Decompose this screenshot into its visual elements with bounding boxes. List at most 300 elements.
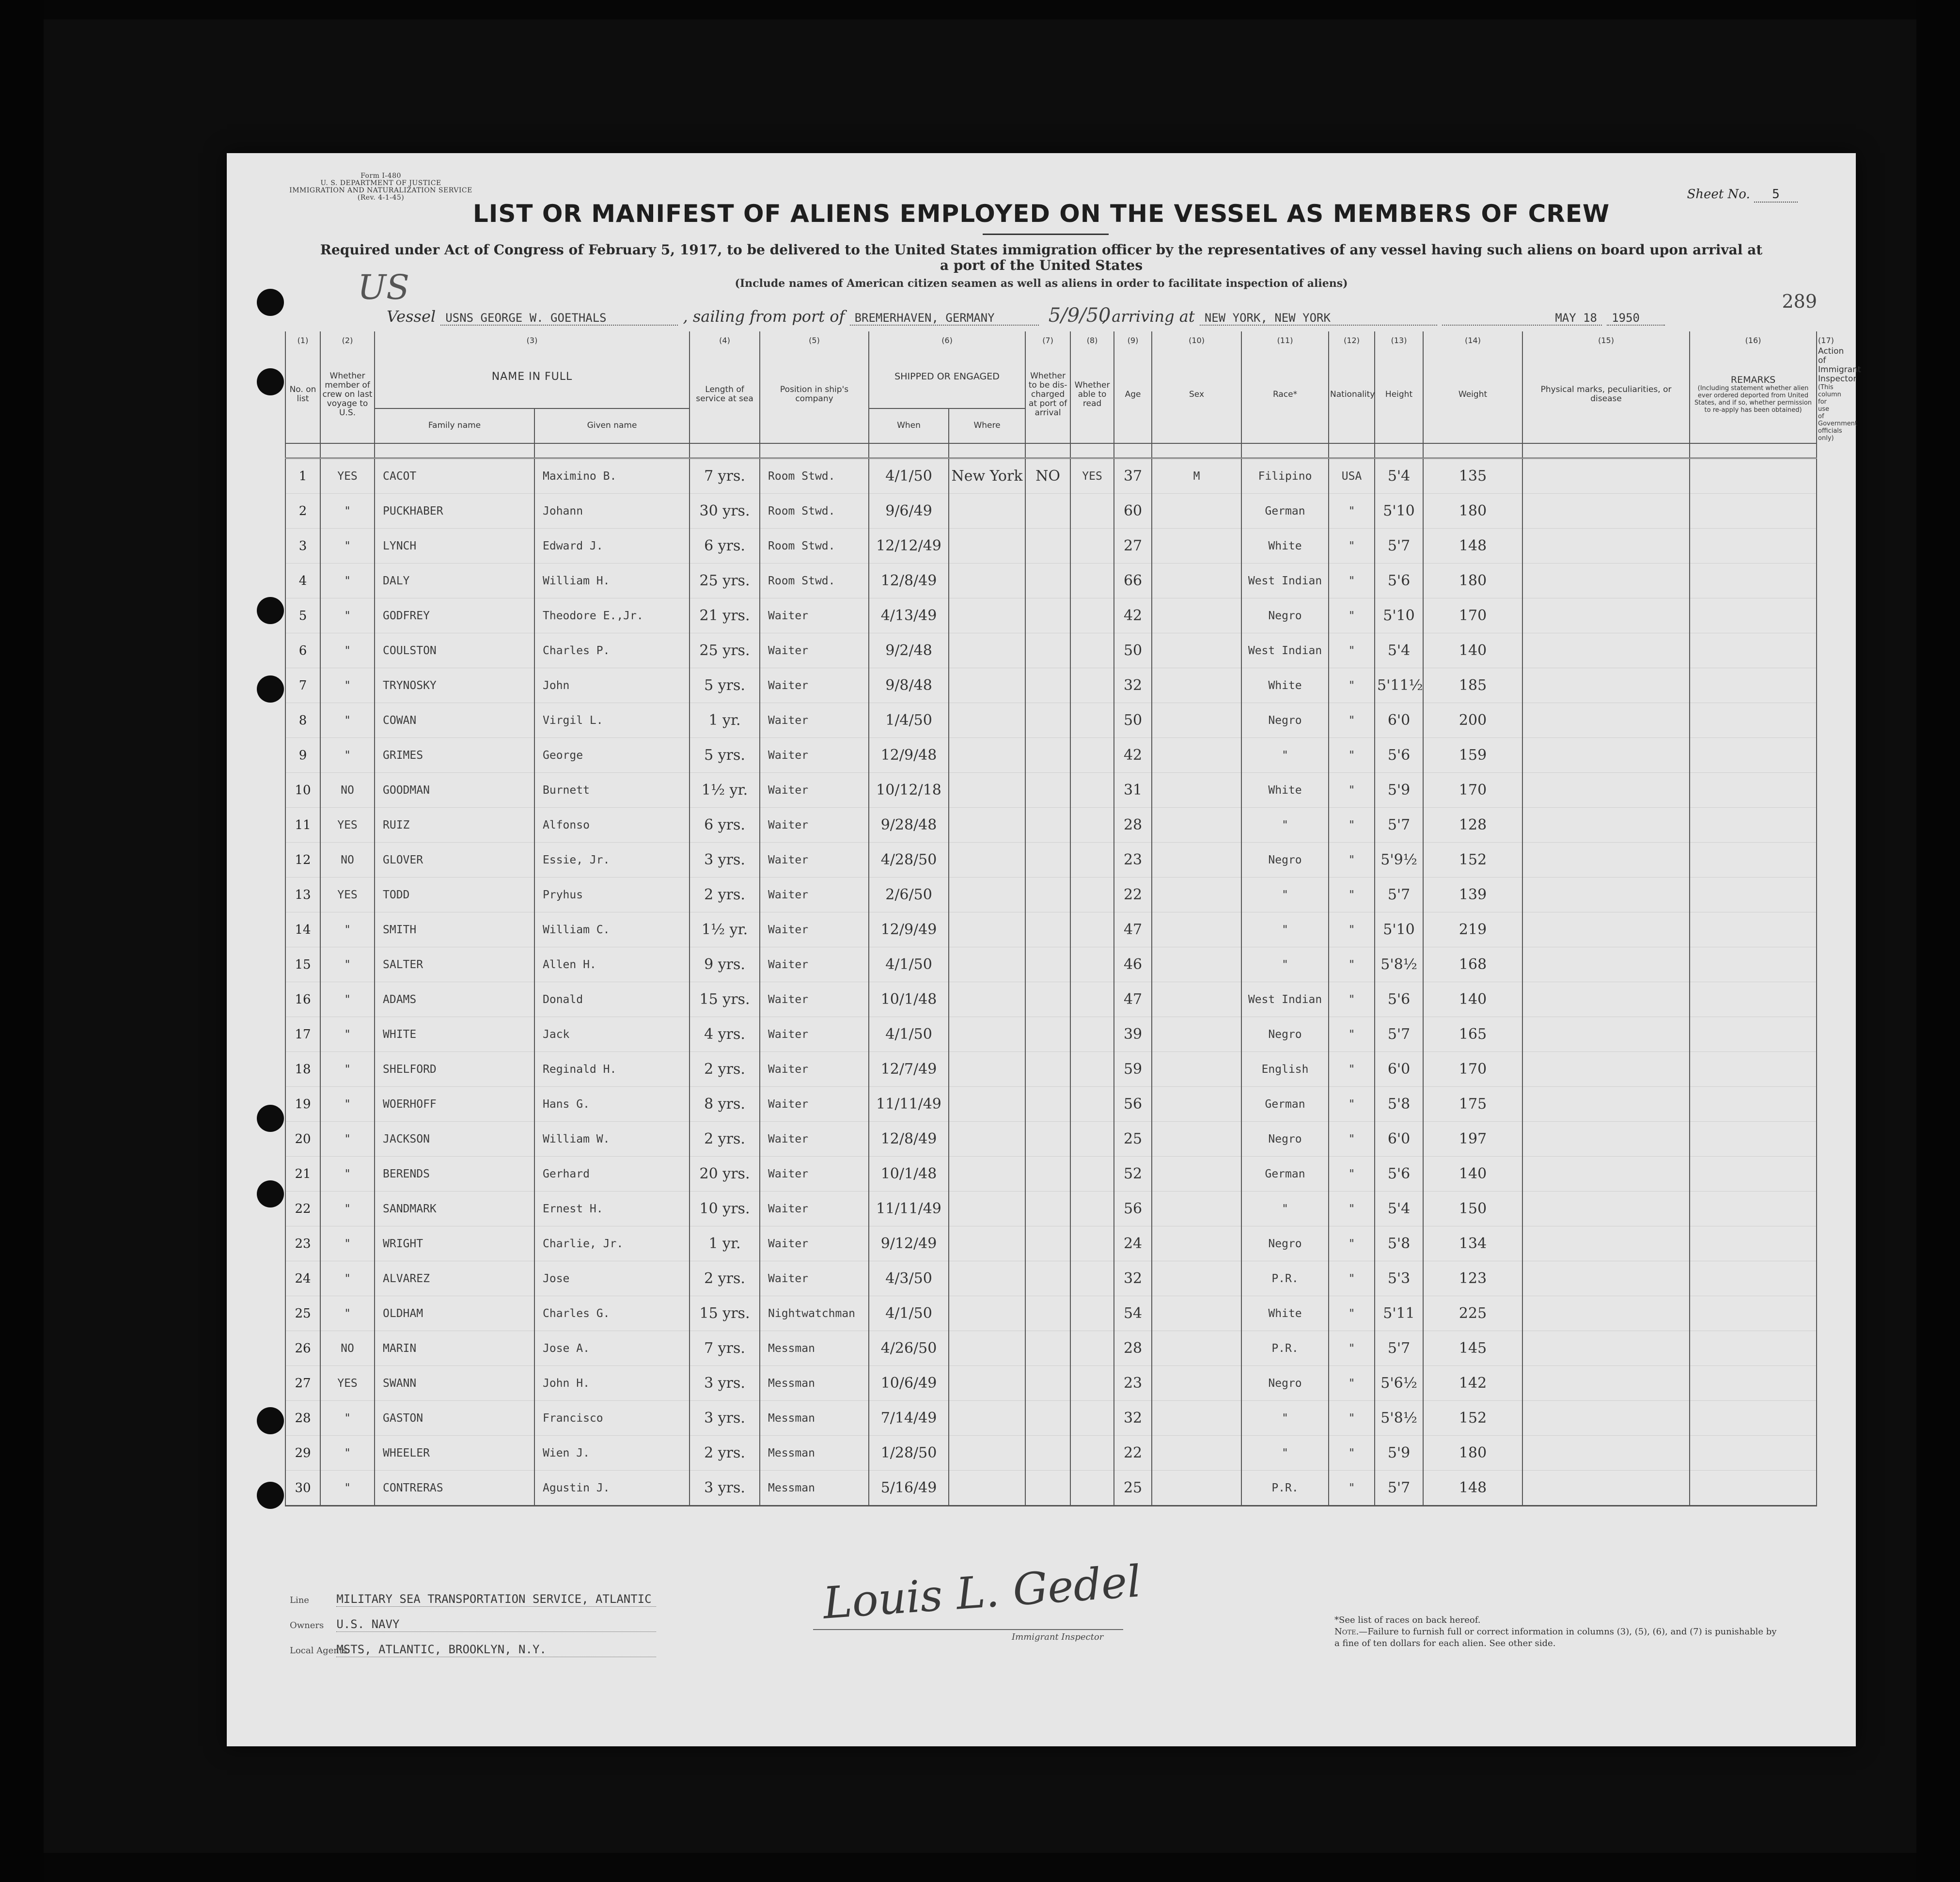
cell-position: Room Stwd. <box>760 529 869 564</box>
cell-sex <box>1152 947 1241 982</box>
cell-given-name: Johann <box>534 494 690 529</box>
cell-age: 59 <box>1114 1052 1152 1087</box>
cell-length-of-service: 1½ yr. <box>690 773 760 808</box>
cell-where <box>949 982 1025 1017</box>
cell-where <box>949 1017 1025 1052</box>
owners-value: U.S. NAVY <box>336 1617 656 1632</box>
cell-no: 10 <box>285 773 320 808</box>
cell-given-name: Maximino B. <box>534 458 690 494</box>
line-label: Line <box>290 1595 309 1605</box>
signature-line <box>813 1629 1123 1630</box>
cell-weight: 200 <box>1423 703 1522 738</box>
cell-sex: M <box>1152 458 1241 494</box>
cell-nationality: " <box>1329 1122 1375 1157</box>
cell-member: " <box>320 1157 375 1192</box>
cell-member: NO <box>320 1331 375 1366</box>
header-shipped-or-engaged: SHIPPED OR ENGAGED <box>869 346 1025 408</box>
cell-height: 5'4 <box>1375 1192 1423 1226</box>
cell-no: 22 <box>285 1192 320 1226</box>
scan-border-right <box>1916 0 1960 1882</box>
cell-sex <box>1152 1157 1241 1192</box>
cell-given-name: John H. <box>534 1366 690 1401</box>
cell-remarks <box>1690 1296 1817 1331</box>
header-height: Height <box>1375 346 1423 443</box>
cell-where <box>949 529 1025 564</box>
cell-nationality: " <box>1329 1436 1375 1471</box>
cell-position: Nightwatchman <box>760 1296 869 1331</box>
table-row <box>285 703 1817 738</box>
cell-length-of-service: 1 yr. <box>690 703 760 738</box>
cell-remarks <box>1690 773 1817 808</box>
cell-family-name: GASTON <box>375 1401 534 1436</box>
cell-remarks <box>1690 1052 1817 1087</box>
cell-when: 2/6/50 <box>869 878 949 912</box>
cell-height: 5'8½ <box>1375 1401 1423 1436</box>
subtitle: Required under Act of Congress of February 5, 1917, to be delivered to the United States immigration officer by the representatives of any vessel having such aliens on board upon arrival at a port of the United States <box>320 242 1763 273</box>
cell-height: 5'9 <box>1375 1436 1423 1471</box>
cell-position: Waiter <box>760 633 869 668</box>
cell-position: Waiter <box>760 1052 869 1087</box>
header-name-in-full: NAME IN FULL <box>375 346 690 408</box>
cell-height: 5'9 <box>1375 773 1423 808</box>
cell-height: 5'4 <box>1375 633 1423 668</box>
cell-when: 4/1/50 <box>869 458 949 494</box>
cell-race: White <box>1241 668 1329 703</box>
cell-given-name: Edward J. <box>534 529 690 564</box>
header-length-of-service: Length of service at sea <box>690 346 760 443</box>
cell-position: Waiter <box>760 738 869 773</box>
cell-no: 24 <box>285 1261 320 1296</box>
cell-physical-marks <box>1522 1017 1690 1052</box>
cell-when: 10/1/48 <box>869 982 949 1017</box>
cell-given-name: Jose A. <box>534 1331 690 1366</box>
cell-given-name: Pryhus <box>534 878 690 912</box>
cell-remarks <box>1690 982 1817 1017</box>
cell-remarks <box>1690 1087 1817 1122</box>
cell-race: " <box>1241 808 1329 843</box>
cell-age: 25 <box>1114 1471 1152 1506</box>
form-identifier <box>279 173 483 202</box>
cell-age: 32 <box>1114 1401 1152 1436</box>
header-nationality: Nationality <box>1329 346 1375 443</box>
cell-discharged <box>1025 1052 1070 1087</box>
cell-able-to-read <box>1070 1331 1114 1366</box>
cell-nationality: " <box>1329 1331 1375 1366</box>
cell-discharged <box>1025 1296 1070 1331</box>
cell-height: 5'7 <box>1375 1017 1423 1052</box>
cell-able-to-read <box>1070 1087 1114 1122</box>
cell-weight: 148 <box>1423 1471 1522 1506</box>
cell-given-name: Jack <box>534 1017 690 1052</box>
cell-family-name: GOODMAN <box>375 773 534 808</box>
cell-length-of-service: 3 yrs. <box>690 1401 760 1436</box>
cell-given-name: Jose <box>534 1261 690 1296</box>
table-row <box>285 1471 1817 1506</box>
cell-given-name: John <box>534 668 690 703</box>
cell-able-to-read <box>1070 633 1114 668</box>
cell-race: Negro <box>1241 703 1329 738</box>
column-number: (9) <box>1114 331 1152 346</box>
cell-height: 5'6½ <box>1375 1366 1423 1401</box>
cell-physical-marks <box>1522 1331 1690 1366</box>
cell-nationality: " <box>1329 529 1375 564</box>
table-row <box>285 912 1817 947</box>
cell-given-name: Charles G. <box>534 1296 690 1331</box>
cell-nationality: " <box>1329 1192 1375 1226</box>
header-member-last-voyage: Whether member of crew on last voyage to U.S. <box>320 346 375 443</box>
table-row <box>285 1331 1817 1366</box>
cell-weight: 142 <box>1423 1366 1522 1401</box>
cell-height: 5'9½ <box>1375 843 1423 878</box>
cell-remarks <box>1690 1157 1817 1192</box>
cell-position: Messman <box>760 1331 869 1366</box>
cell-physical-marks <box>1522 912 1690 947</box>
cell-position: Room Stwd. <box>760 494 869 529</box>
cell-nationality: " <box>1329 598 1375 633</box>
table-row <box>285 738 1817 773</box>
cell-no: 1 <box>285 458 320 494</box>
cell-nationality: " <box>1329 947 1375 982</box>
cell-family-name: MARIN <box>375 1331 534 1366</box>
cell-length-of-service: 25 yrs. <box>690 564 760 598</box>
cell-age: 66 <box>1114 564 1152 598</box>
footer-line-row <box>290 1587 656 1613</box>
cell-position: Messman <box>760 1366 869 1401</box>
cell-nationality: " <box>1329 1471 1375 1506</box>
cell-no: 18 <box>285 1052 320 1087</box>
cell-when: 12/9/48 <box>869 738 949 773</box>
cell-where <box>949 703 1025 738</box>
departure-port: BREMERHAVEN, GERMANY <box>850 311 1039 326</box>
cell-height: 5'6 <box>1375 982 1423 1017</box>
cell-race: " <box>1241 1192 1329 1226</box>
cell-member: " <box>320 494 375 529</box>
cell-nationality: USA <box>1329 458 1375 494</box>
cell-physical-marks <box>1522 494 1690 529</box>
cell-length-of-service: 10 yrs. <box>690 1192 760 1226</box>
cell-nationality: " <box>1329 633 1375 668</box>
cell-length-of-service: 15 yrs. <box>690 1296 760 1331</box>
cell-discharged <box>1025 1471 1070 1506</box>
scan-border-top <box>0 0 1960 19</box>
cell-position: Waiter <box>760 773 869 808</box>
cell-remarks <box>1690 1226 1817 1261</box>
cell-no: 23 <box>285 1226 320 1261</box>
cell-physical-marks <box>1522 633 1690 668</box>
cell-member: " <box>320 1087 375 1122</box>
cell-physical-marks <box>1522 1471 1690 1506</box>
cell-discharged <box>1025 1261 1070 1296</box>
cell-race: Negro <box>1241 1122 1329 1157</box>
cell-age: 23 <box>1114 843 1152 878</box>
cell-member: NO <box>320 843 375 878</box>
cell-when: 4/13/49 <box>869 598 949 633</box>
cell-weight: 134 <box>1423 1226 1522 1261</box>
column-header-row: No. on list Whether member of crew on last voyage to U.S. NAME IN FULL Length of service at sea Position in ship's company SHIPPED OR ENGAGED Whether to be dis-charged at port of arrival Whether able to read Age Sex Race* Nationality Height Weight Physical marks, peculiarities, or disease REMARKS (Including statement whether alien ever ordered deported from United States, and if so, whether permission to re-apply has been obtained) Action of Immigrant Inspector (This column for use of Government officials only) <box>285 346 1817 408</box>
cell-where <box>949 1296 1025 1331</box>
cell-able-to-read <box>1070 494 1114 529</box>
cell-physical-marks <box>1522 598 1690 633</box>
cell-weight: 145 <box>1423 1331 1522 1366</box>
remarks-note: (Including statement whether alien ever ordered deported from United States, and if so, whether permission to re-apply has been obtained) <box>1694 384 1812 414</box>
cell-position: Messman <box>760 1471 869 1506</box>
cell-remarks <box>1690 1401 1817 1436</box>
cell-where <box>949 808 1025 843</box>
cell-able-to-read <box>1070 1122 1114 1157</box>
cell-family-name: WHEELER <box>375 1436 534 1471</box>
cell-remarks <box>1690 1261 1817 1296</box>
cell-position: Waiter <box>760 668 869 703</box>
cell-no: 28 <box>285 1401 320 1436</box>
cell-height: 6'0 <box>1375 703 1423 738</box>
cell-given-name: Essie, Jr. <box>534 843 690 878</box>
cell-where <box>949 1471 1025 1506</box>
cell-nationality: " <box>1329 1261 1375 1296</box>
form-number: Form I-480 <box>361 172 401 180</box>
cell-weight: 128 <box>1423 808 1522 843</box>
punch-hole <box>257 1180 284 1208</box>
cell-where <box>949 1436 1025 1471</box>
cell-where <box>949 1087 1025 1122</box>
cell-length-of-service: 2 yrs. <box>690 1052 760 1087</box>
cell-height: 5'10 <box>1375 598 1423 633</box>
cell-physical-marks <box>1522 1436 1690 1471</box>
cell-discharged <box>1025 843 1070 878</box>
cell-weight: 140 <box>1423 1157 1522 1192</box>
column-number: (14) <box>1423 331 1522 346</box>
cell-age: 27 <box>1114 529 1152 564</box>
footer-note <box>1334 1615 1780 1649</box>
cell-no: 9 <box>285 738 320 773</box>
cell-given-name: Theodore E.,Jr. <box>534 598 690 633</box>
cell-nationality: " <box>1329 1087 1375 1122</box>
cell-member: YES <box>320 808 375 843</box>
cell-no: 30 <box>285 1471 320 1506</box>
cell-family-name: SMITH <box>375 912 534 947</box>
cell-remarks <box>1690 1192 1817 1226</box>
cell-length-of-service: 15 yrs. <box>690 982 760 1017</box>
cell-where <box>949 1052 1025 1087</box>
punch-hole <box>257 1482 284 1509</box>
cell-discharged <box>1025 1192 1070 1226</box>
cell-race: West Indian <box>1241 982 1329 1017</box>
cell-nationality: " <box>1329 1052 1375 1087</box>
header-spacer-row <box>285 443 1817 458</box>
table-row <box>285 1192 1817 1226</box>
header-when: When <box>869 408 949 443</box>
cell-able-to-read <box>1070 878 1114 912</box>
cell-given-name: Francisco <box>534 1401 690 1436</box>
header-no-on-list: No. on list <box>285 346 320 443</box>
table-row <box>285 633 1817 668</box>
crew-rows <box>285 458 1817 1506</box>
cell-race: Negro <box>1241 1366 1329 1401</box>
table-row <box>285 1017 1817 1052</box>
cell-remarks <box>1690 1122 1817 1157</box>
cell-when: 12/9/49 <box>869 912 949 947</box>
cell-nationality: " <box>1329 808 1375 843</box>
cell-member: " <box>320 668 375 703</box>
cell-discharged <box>1025 564 1070 598</box>
cell-where <box>949 1192 1025 1226</box>
cell-where <box>949 1226 1025 1261</box>
table-row <box>285 1087 1817 1122</box>
cell-length-of-service: 6 yrs. <box>690 808 760 843</box>
table-row <box>285 598 1817 633</box>
cell-sex <box>1152 1087 1241 1122</box>
cell-height: 5'4 <box>1375 458 1423 494</box>
cell-discharged <box>1025 808 1070 843</box>
cell-physical-marks <box>1522 668 1690 703</box>
cell-discharged <box>1025 703 1070 738</box>
cell-member: " <box>320 1436 375 1471</box>
cell-position: Waiter <box>760 878 869 912</box>
cell-race: West Indian <box>1241 564 1329 598</box>
cell-when: 5/16/49 <box>869 1471 949 1506</box>
cell-physical-marks <box>1522 1052 1690 1087</box>
cell-race: German <box>1241 494 1329 529</box>
cell-race: Negro <box>1241 1226 1329 1261</box>
cell-member: " <box>320 703 375 738</box>
cell-able-to-read <box>1070 738 1114 773</box>
column-number: (4) <box>690 331 760 346</box>
cell-weight: 152 <box>1423 843 1522 878</box>
cell-discharged <box>1025 773 1070 808</box>
cell-age: 31 <box>1114 773 1152 808</box>
cell-member: " <box>320 1017 375 1052</box>
cell-remarks <box>1690 912 1817 947</box>
cell-discharged <box>1025 878 1070 912</box>
footer-info <box>290 1587 656 1663</box>
cell-remarks <box>1690 1017 1817 1052</box>
cell-when: 4/1/50 <box>869 1296 949 1331</box>
department: U. S. DEPARTMENT OF JUSTICE <box>320 179 441 187</box>
cell-length-of-service: 20 yrs. <box>690 1157 760 1192</box>
cell-age: 32 <box>1114 1261 1152 1296</box>
cell-family-name: RUIZ <box>375 808 534 843</box>
cell-where <box>949 1122 1025 1157</box>
cell-given-name: Charlie, Jr. <box>534 1226 690 1261</box>
punch-hole <box>257 1407 284 1434</box>
table-row <box>285 982 1817 1017</box>
cell-remarks <box>1690 564 1817 598</box>
cell-no: 13 <box>285 878 320 912</box>
table-row <box>285 1401 1817 1436</box>
inspector-signature: Louis L. Gedel <box>821 1556 1143 1629</box>
cell-physical-marks <box>1522 773 1690 808</box>
header-position: Position in ship's company <box>760 346 869 443</box>
cell-no: 27 <box>285 1366 320 1401</box>
cell-family-name: BERENDS <box>375 1157 534 1192</box>
cell-height: 5'7 <box>1375 808 1423 843</box>
cell-sex <box>1152 773 1241 808</box>
cell-able-to-read <box>1070 982 1114 1017</box>
cell-remarks <box>1690 529 1817 564</box>
cell-sex <box>1152 982 1241 1017</box>
cell-age: 25 <box>1114 1122 1152 1157</box>
cell-position: Messman <box>760 1401 869 1436</box>
revision: (Rev. 4-1-45) <box>357 194 405 202</box>
header-remarks <box>1690 346 1817 443</box>
cell-when: 11/11/49 <box>869 1192 949 1226</box>
cell-where <box>949 912 1025 947</box>
note-label: Note. <box>1334 1627 1359 1637</box>
cell-position: Waiter <box>760 843 869 878</box>
cell-weight: 148 <box>1423 529 1522 564</box>
cell-no: 17 <box>285 1017 320 1052</box>
cell-length-of-service: 5 yrs. <box>690 738 760 773</box>
cell-discharged <box>1025 668 1070 703</box>
punch-hole <box>257 597 284 624</box>
cell-able-to-read <box>1070 808 1114 843</box>
cell-physical-marks <box>1522 564 1690 598</box>
table-row <box>285 947 1817 982</box>
cell-weight: 123 <box>1423 1261 1522 1296</box>
cell-age: 50 <box>1114 703 1152 738</box>
sailing-date: 5/9/50 <box>1048 304 1111 327</box>
cell-when: 4/28/50 <box>869 843 949 878</box>
cell-physical-marks <box>1522 1296 1690 1331</box>
cell-where <box>949 878 1025 912</box>
cell-remarks <box>1690 808 1817 843</box>
cell-able-to-read <box>1070 598 1114 633</box>
cell-given-name: William W. <box>534 1122 690 1157</box>
cell-family-name: PUCKHABER <box>375 494 534 529</box>
cell-position: Waiter <box>760 912 869 947</box>
cell-sex <box>1152 738 1241 773</box>
cell-where <box>949 668 1025 703</box>
cell-length-of-service: 7 yrs. <box>690 1331 760 1366</box>
cell-age: 42 <box>1114 598 1152 633</box>
cell-height: 6'0 <box>1375 1122 1423 1157</box>
cell-able-to-read <box>1070 1296 1114 1331</box>
cell-height: 5'7 <box>1375 878 1423 912</box>
cell-length-of-service: 25 yrs. <box>690 633 760 668</box>
cell-member: " <box>320 564 375 598</box>
cell-member: " <box>320 1296 375 1331</box>
cell-able-to-read <box>1070 1226 1114 1261</box>
cell-age: 37 <box>1114 458 1152 494</box>
cell-remarks <box>1690 1471 1817 1506</box>
cell-family-name: SANDMARK <box>375 1192 534 1226</box>
cell-length-of-service: 2 yrs. <box>690 1436 760 1471</box>
cell-discharged <box>1025 598 1070 633</box>
cell-race: " <box>1241 947 1329 982</box>
cell-race: White <box>1241 773 1329 808</box>
cell-height: 5'10 <box>1375 912 1423 947</box>
cell-physical-marks <box>1522 982 1690 1017</box>
cell-able-to-read <box>1070 1401 1114 1436</box>
cell-given-name: Reginald H. <box>534 1052 690 1087</box>
cell-where <box>949 1366 1025 1401</box>
cell-where: New York <box>949 458 1025 494</box>
remarks-title: REMARKS <box>1730 374 1776 385</box>
cell-sex <box>1152 1052 1241 1087</box>
cell-weight: 180 <box>1423 494 1522 529</box>
cell-height: 5'8½ <box>1375 947 1423 982</box>
cell-remarks <box>1690 1331 1817 1366</box>
header-age: Age <box>1114 346 1152 443</box>
cell-age: 28 <box>1114 1331 1152 1366</box>
cell-no: 4 <box>285 564 320 598</box>
cell-position: Waiter <box>760 808 869 843</box>
cell-nationality: " <box>1329 982 1375 1017</box>
cell-member: NO <box>320 773 375 808</box>
cell-physical-marks <box>1522 1157 1690 1192</box>
cell-family-name: ADAMS <box>375 982 534 1017</box>
column-number: (7) <box>1025 331 1070 346</box>
cell-nationality: " <box>1329 703 1375 738</box>
